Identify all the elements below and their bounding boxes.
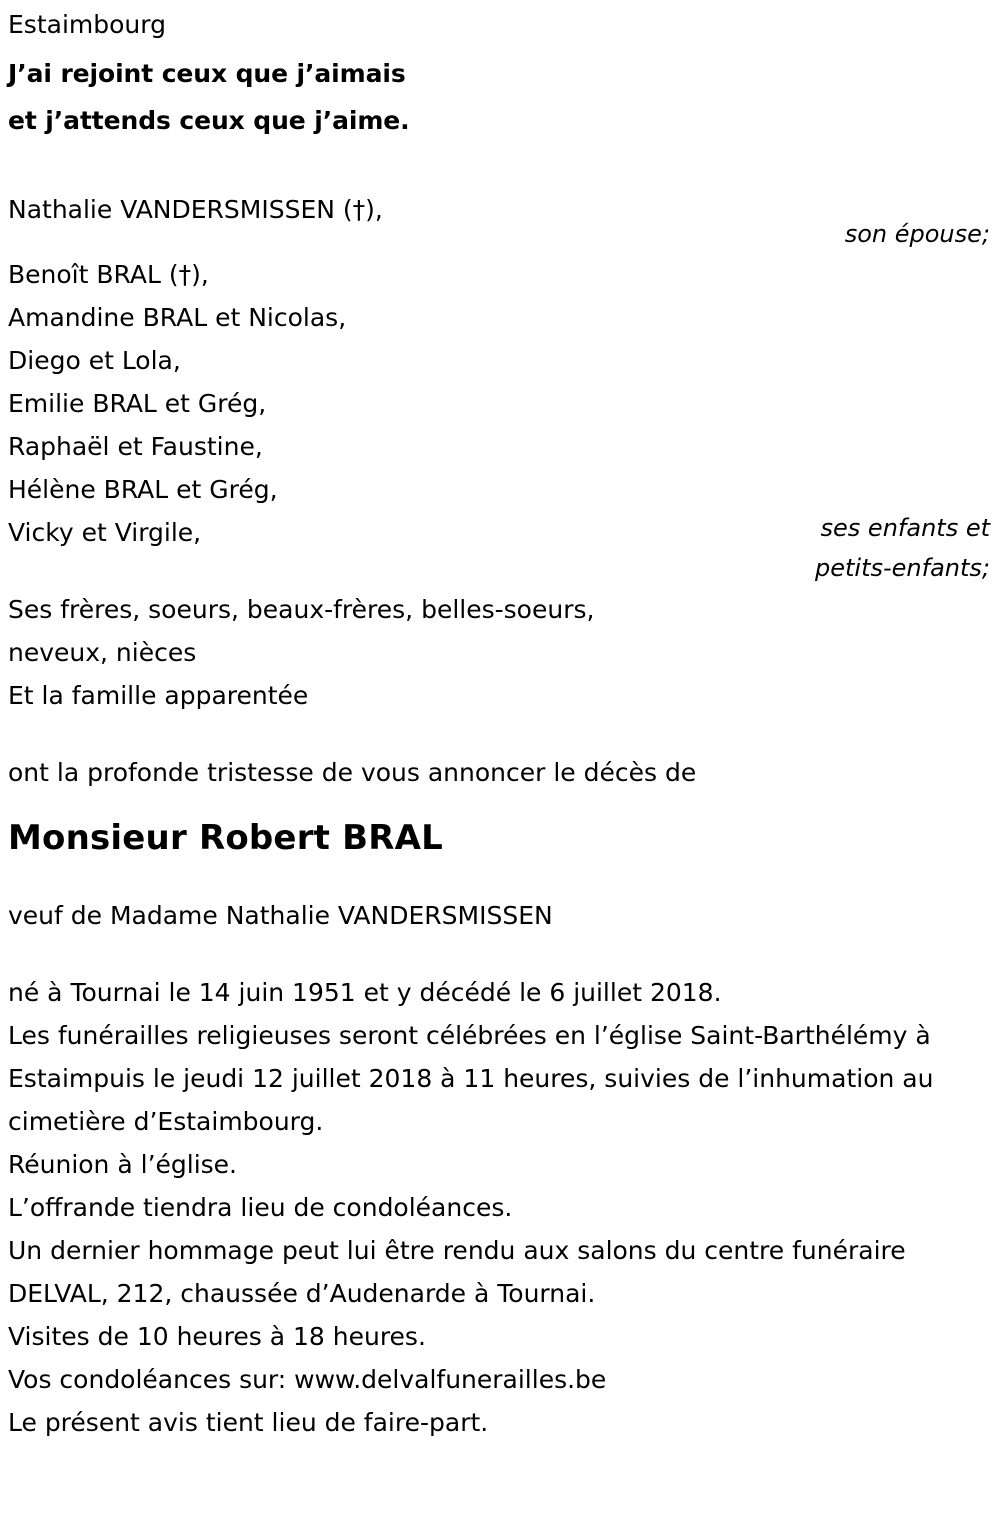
spacer-after-name [8, 860, 990, 894]
epitaph-line-2: et j’attends ceux que j’aime. [8, 106, 410, 135]
city-label: Estaimbourg [8, 10, 166, 39]
detail-line: Visites de 10 heures à 18 heures. [8, 1322, 426, 1351]
extended-family-line: Ses frères, soeurs, beaux-frères, belles-soeurs, [8, 595, 595, 624]
spacer-after-spouse [8, 231, 990, 253]
spacer-before-details [8, 937, 990, 971]
child-name: Amandine BRAL et Nicolas, [8, 303, 347, 332]
spacer-before-announcement [8, 717, 990, 751]
detail-line: L’offrande tiendra lieu de condoléances. [8, 1193, 513, 1222]
children-relation-line-2: petits-enfants; [815, 554, 990, 582]
deceased-name: Monsieur Robert BRAL [8, 818, 444, 858]
children-relation-line-1: ses enfants et [820, 514, 990, 542]
detail-line: né à Tournai le 14 juin 1951 et y décédé le 6 juillet 2018. [8, 978, 722, 1007]
child-name: Vicky et Virgile, [8, 518, 202, 547]
spouse-relation-label: son épouse; [844, 220, 990, 248]
widow-of-text: veuf de Madame Nathalie VANDERSMISSEN [8, 901, 553, 930]
child-name: Benoît BRAL (†), [8, 260, 209, 289]
announcement-text: ont la profonde tristesse de vous annoncer le décès de [8, 758, 697, 787]
child-name: Diego et Lola, [8, 346, 181, 375]
detail-line-condolences-url: Vos condoléances sur: www.delvalfunerailles.be [8, 1365, 607, 1394]
details-block [8, 971, 990, 1444]
detail-line: Un dernier hommage peut lui être rendu aux salons du centre funéraire DELVAL, 212, chaussée d’Audenarde à Tournai. [8, 1236, 906, 1308]
extended-family-line: Et la famille apparentée [8, 681, 309, 710]
child-name: Hélène BRAL et Grég, [8, 475, 278, 504]
child-name: Emilie BRAL et Grég, [8, 389, 267, 418]
spouse-name: Nathalie VANDERSMISSEN (†), [8, 195, 383, 224]
child-name: Raphaël et Faustine, [8, 432, 263, 461]
detail-line: Le présent avis tient lieu de faire-part. [8, 1408, 489, 1437]
extended-family-block [8, 588, 990, 717]
spacer-after-epitaph [8, 142, 990, 188]
spacer-before-name [8, 794, 990, 816]
detail-line: Les funérailles religieuses seront célébrées en l’église Saint-Barthélémy à Estaimpuis le jeudi 12 juillet 2018 à 11 heures, suivies de l’inhumation au cimetière d’Estaimbourg. [8, 1021, 934, 1136]
children-block [8, 253, 990, 582]
extended-family-line: neveux, nièces [8, 638, 197, 667]
children-relation-label [8, 508, 990, 588]
spouse-block [8, 188, 990, 248]
epitaph-line-1: J’ai rejoint ceux que j’aimais [8, 59, 406, 88]
detail-line: Réunion à l’église. [8, 1150, 238, 1179]
